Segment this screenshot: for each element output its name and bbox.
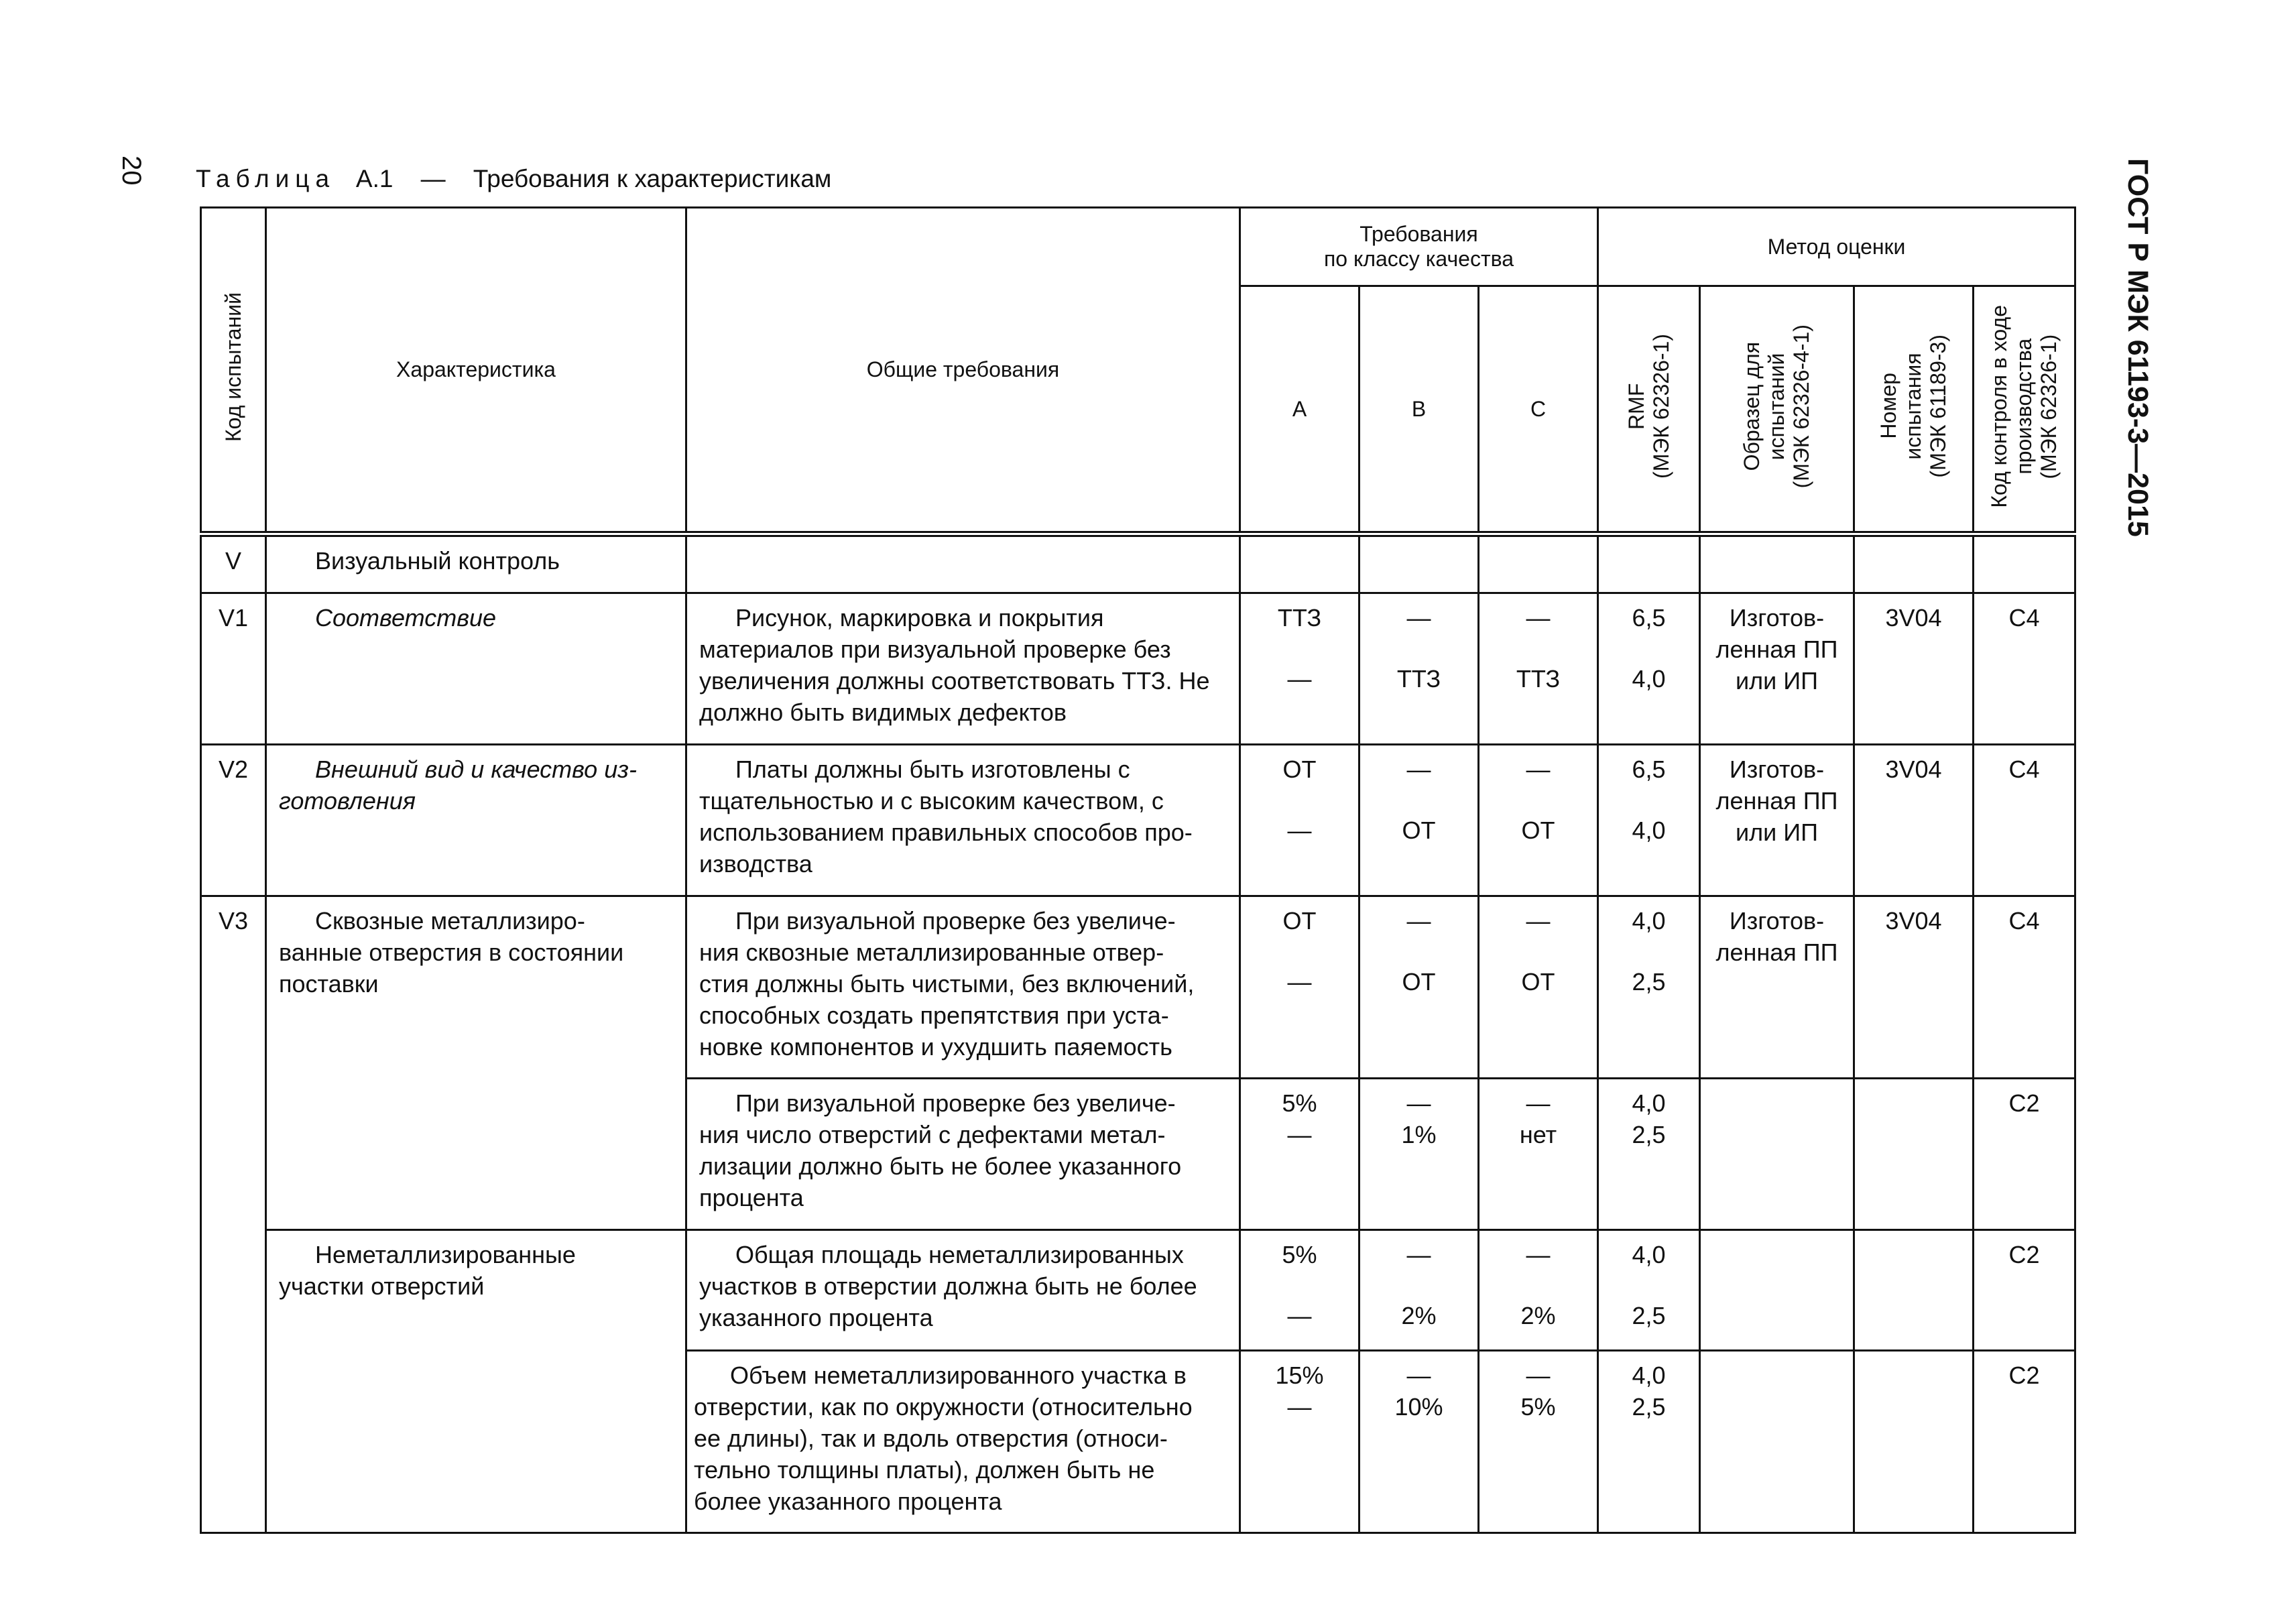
table-row-v bbox=[201, 534, 2075, 593]
rmf-cell: 4,0 2,5 bbox=[1598, 1351, 1700, 1533]
class-c-cell: — ТТЗ bbox=[1479, 593, 1598, 745]
class-b-cell: — ОТ bbox=[1360, 896, 1479, 1079]
control-code-cell: C4 bbox=[1974, 896, 2075, 1079]
row-code: V3 bbox=[201, 896, 266, 1533]
control-code-cell: C4 bbox=[1974, 745, 2075, 896]
class-c-cell: — ОТ bbox=[1479, 745, 1598, 896]
class-b-cell: — ТТЗ bbox=[1360, 593, 1479, 745]
class-a-cell: 5% — bbox=[1240, 1079, 1360, 1230]
table-title-label: Таблица bbox=[196, 165, 336, 192]
class-b-cell: — 2% bbox=[1360, 1230, 1479, 1351]
header-class-c: C bbox=[1479, 286, 1598, 534]
header-class-b: B bbox=[1360, 286, 1479, 534]
row-characteristic: Соответствие bbox=[266, 593, 686, 745]
row-requirement: Объем неметаллизированного участка в отверстии, как по окружности (относительно ее длины), так и вдоль отверстия (относи- тельно толщины платы), должен быть не более указанного процента bbox=[686, 1351, 1240, 1533]
header-sample: Образец для испытаний (МЭК 62326-4-1) bbox=[1700, 286, 1854, 534]
class-c-cell: — нет bbox=[1479, 1079, 1598, 1230]
row-code: V1 bbox=[201, 593, 266, 745]
class-c-cell: — ОТ bbox=[1479, 896, 1598, 1079]
row-requirement: Рисунок, маркировка и покрытия материалов при визуальной проверке без увеличения должны соответствовать ТТЗ. Не должно быть видимых дефектов bbox=[686, 593, 1240, 745]
rmf-cell: 4,0 2,5 bbox=[1598, 1230, 1700, 1351]
header-rmf: RMF (МЭК 62326-1) bbox=[1598, 286, 1700, 534]
sample-cell: Изготов- ленная ПП bbox=[1700, 896, 1854, 1079]
class-a-cell: ОТ — bbox=[1240, 896, 1360, 1079]
table-title-dash: — bbox=[420, 165, 446, 192]
class-a-cell: 5% — bbox=[1240, 1230, 1360, 1351]
table-title-text: Требования к характеристикам bbox=[473, 165, 832, 192]
standard-id: ГОСТ Р МЭК 61193-3—2015 bbox=[2122, 158, 2154, 537]
table-row-v3 bbox=[201, 896, 2075, 1079]
class-c-cell: — 5% bbox=[1479, 1351, 1598, 1533]
header-characteristic: Характеристика bbox=[266, 208, 686, 534]
header-class-a: A bbox=[1240, 286, 1360, 534]
requirements-table bbox=[200, 206, 2076, 1534]
header-method: Метод оценки bbox=[1598, 208, 2075, 286]
header-control-code: Код контроля в ходе производства (МЭК 62326-1) bbox=[1974, 286, 2075, 534]
table-row-v2 bbox=[201, 745, 2075, 896]
sample-cell: Изготов- ленная ПП или ИП bbox=[1700, 745, 1854, 896]
row-requirement: При визуальной проверке без увеличе- ния сквозные металлизированные отвер- стия должны быть чистыми, без включений, способных создать препятствия при уста- новке компонентов и ухудшить паяемость bbox=[686, 896, 1240, 1079]
test-number-cell: 3V04 bbox=[1854, 896, 1974, 1079]
class-c-cell: — 2% bbox=[1479, 1230, 1598, 1351]
rmf-cell: 4,0 2,5 bbox=[1598, 1079, 1700, 1230]
row-characteristic: Визуальный контроль bbox=[266, 534, 686, 593]
table-title bbox=[196, 165, 831, 193]
class-b-cell: — 10% bbox=[1360, 1351, 1479, 1533]
test-number-cell: 3V04 bbox=[1854, 593, 1974, 745]
row-code: V bbox=[201, 534, 266, 593]
control-code-cell: C4 bbox=[1974, 593, 2075, 745]
class-a-cell: ТТЗ — bbox=[1240, 593, 1360, 745]
table-title-number: А.1 bbox=[355, 165, 394, 192]
header-test-code: Код испытаний bbox=[201, 208, 266, 534]
class-a-cell: 15% — bbox=[1240, 1351, 1360, 1533]
header-requirements: Общие требования bbox=[686, 208, 1240, 534]
rmf-cell: 4,0 2,5 bbox=[1598, 896, 1700, 1079]
header-quality-class: Требования по классу качества bbox=[1240, 208, 1598, 286]
test-number-cell: 3V04 bbox=[1854, 745, 1974, 896]
sample-cell: Изготов- ленная ПП или ИП bbox=[1700, 593, 1854, 745]
row-characteristic: Внешний вид и качество из- готовления bbox=[266, 745, 686, 896]
class-a-cell: ОТ — bbox=[1240, 745, 1360, 896]
row-code: V2 bbox=[201, 745, 266, 896]
header-test-number: Номер испытания (МЭК 61189-3) bbox=[1854, 286, 1974, 534]
table-row-v3-nonplated-area bbox=[201, 1230, 2075, 1351]
rmf-cell: 6,5 4,0 bbox=[1598, 593, 1700, 745]
class-b-cell: — ОТ bbox=[1360, 745, 1479, 896]
control-code-cell: C2 bbox=[1974, 1351, 2075, 1533]
row-requirement: Общая площадь неметаллизированных участков в отверстии должна быть не более указанного процента bbox=[686, 1230, 1240, 1351]
rmf-cell: 6,5 4,0 bbox=[1598, 745, 1700, 896]
control-code-cell: C2 bbox=[1974, 1230, 2075, 1351]
row-characteristic: Неметаллизированные участки отверстий bbox=[266, 1230, 686, 1533]
class-b-cell: — 1% bbox=[1360, 1079, 1479, 1230]
table-row-v1 bbox=[201, 593, 2075, 745]
row-requirement: При визуальной проверке без увеличе- ния число отверстий с дефектами метал- лизации должно быть не более указанного процента bbox=[686, 1079, 1240, 1230]
row-requirement: Платы должны быть изготовлены с тщательностью и с высоким качеством, с использованием правильных способов про- изводства bbox=[686, 745, 1240, 896]
control-code-cell: C2 bbox=[1974, 1079, 2075, 1230]
page-number: 20 bbox=[117, 156, 146, 186]
row-characteristic: Сквозные металлизиро- ванные отверстия в состоянии поставки bbox=[266, 896, 686, 1230]
